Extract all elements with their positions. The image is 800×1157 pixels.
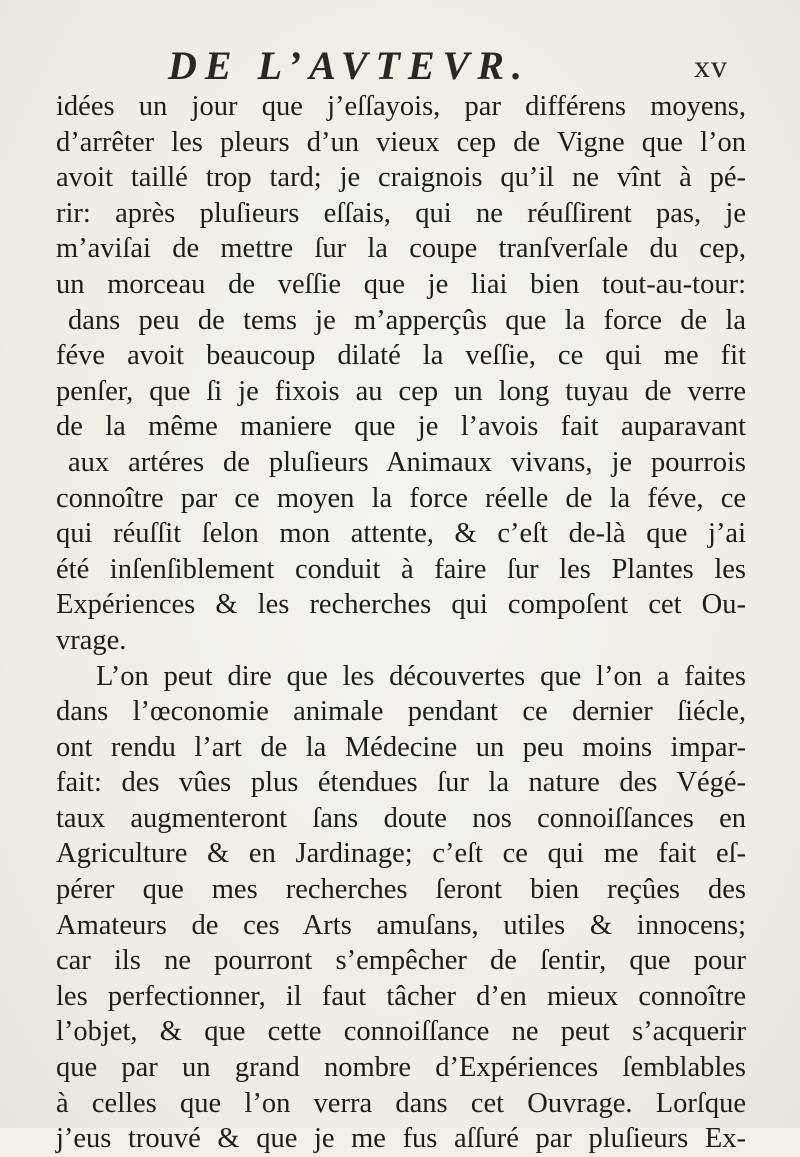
text-line: L’on peut dire que les découvertes que l’on a faites bbox=[96, 660, 746, 692]
text-line: m’aviſai de mettre ſur la coupe tranſverſale du cep, bbox=[56, 233, 746, 265]
text-line: taux augmenteront ſans doute nos connoiſſances en bbox=[56, 802, 746, 834]
text-line: un morceau de veſſie que je liai bien tout-au-tour: bbox=[56, 268, 746, 300]
body-text bbox=[56, 89, 746, 1157]
text-line: à celles que l’on verra dans cet Ouvrage. Lorſque bbox=[56, 1087, 746, 1119]
text-line: pérer que mes recherches ſeront bien reçûes des bbox=[56, 874, 746, 906]
text-line: l’objet, & que cette connoiſſance ne peut s’acquerir bbox=[56, 1016, 746, 1048]
paragraph-1 bbox=[56, 89, 746, 659]
text-line: car ils ne pourront s’empêcher de ſentir, que pour bbox=[56, 945, 746, 977]
text-line: avoit taillé trop tard; je craignois qu’il ne vînt à pé- bbox=[56, 162, 746, 194]
text-line: Expériences & les recherches qui compoſent cet Ou- bbox=[56, 589, 746, 621]
text-line: connoître par ce moyen la force réelle de la féve, ce bbox=[56, 482, 746, 514]
text-line: dans l’œconomie animale pendant ce dernier ſiécle, bbox=[56, 696, 746, 728]
text-line: rir: après pluſieurs eſſais, qui ne réuſſirent pas, je bbox=[56, 197, 746, 229]
text-line: qui réuſſit ſelon mon attente, & c’eſt de-là que j’ai bbox=[56, 518, 746, 550]
text-line: ont rendu l’art de la Médecine un peu moins impar- bbox=[56, 731, 746, 763]
text-line: j’eus trouvé & que je me fus aſſuré par pluſieurs Ex- bbox=[56, 1123, 746, 1155]
text-line: été inſenſiblement conduit à faire ſur les Plantes les bbox=[56, 553, 746, 585]
text-line: fait: des vûes plus étendues ſur la nature des Végé- bbox=[56, 767, 746, 799]
text-line: d’arrêter les pleurs d’un vieux cep de Vigne que l’on bbox=[56, 126, 746, 158]
text-line: penſer, que ſi je fixois au cep un long tuyau de verre bbox=[56, 375, 746, 407]
text-line: dans peu de tems je m’apperçûs que la force de la bbox=[68, 304, 746, 336]
text-line: idées un jour que j’eſſayois, par différens moyens, bbox=[56, 91, 746, 122]
paragraph-2 bbox=[56, 659, 746, 1157]
text-line: de la même maniere que je l’avois fait auparavant bbox=[56, 411, 746, 443]
text-line: Amateurs de ces Arts amuſans, utiles & innocens; bbox=[56, 909, 746, 941]
running-head: DE L’AVTEVR. bbox=[168, 43, 530, 88]
page-number: xv bbox=[694, 48, 728, 84]
text-line: aux artéres de pluſieurs Animaux vivans, je pourrois bbox=[68, 446, 746, 478]
text-line: féve avoit beaucoup dilaté la veſſie, ce qui me fit bbox=[56, 340, 746, 372]
text-line: vrage. bbox=[56, 624, 127, 656]
text-line: Agriculture & en Jardinage; c’eſt ce qui me fait eſ- bbox=[56, 838, 746, 870]
text-line: les perfectionner, il faut tâcher d’en mieux connoître bbox=[56, 980, 746, 1012]
page-header bbox=[168, 42, 728, 88]
text-line: que par un grand nombre d’Expériences ſemblables bbox=[56, 1052, 746, 1084]
